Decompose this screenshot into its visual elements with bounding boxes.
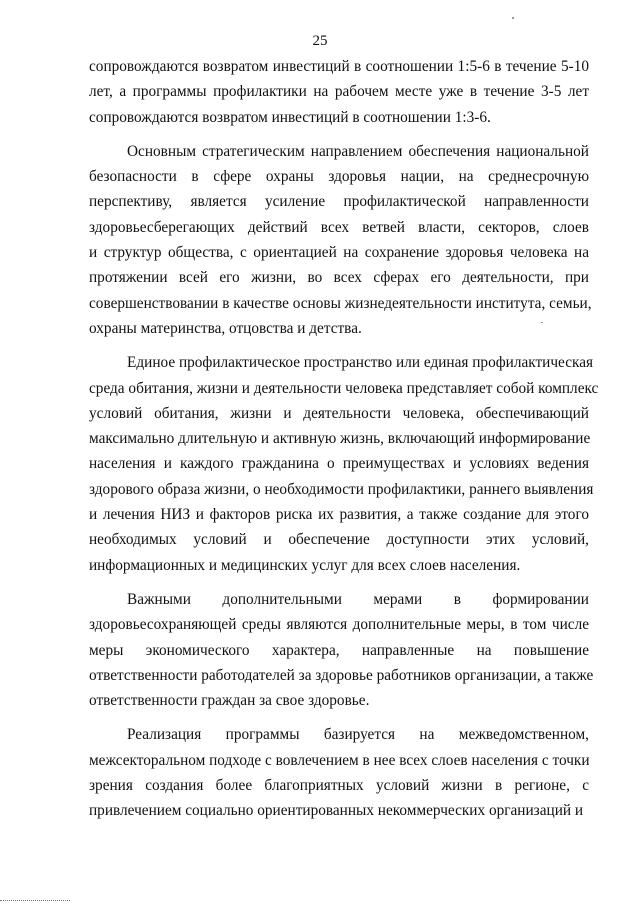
text-line: Основным стратегическим направлением обеспечения национальной — [127, 142, 589, 160]
paragraph — [89, 587, 594, 713]
text-line: Единое профилактическое пространство или единая профилактическая — [127, 354, 594, 372]
text-line: зрения создания более благоприятных условий жизни в регионе, с — [89, 777, 589, 795]
text-line: перспективу, является усиление профилактической направленности — [89, 193, 589, 211]
text-line: сопровождаются возвратом инвестиций в соотношении 1:3-6. — [89, 108, 491, 126]
text-line: ответственности работодателей за здоровье работников организации, а также — [89, 666, 594, 684]
text-line: и структур общества, с ориентацией на сохранение здоровья человека на — [89, 244, 589, 262]
text-line: меры экономического характера, направленные на повышение — [89, 641, 589, 659]
text-line: необходимых условий и обеспечение доступности этих условий, — [89, 531, 589, 549]
text-line: привлечением социально ориентированных некоммерческих организаций и — [89, 802, 584, 820]
text-line: здорового образа жизни, о необходимости профилактики, раннего выявления — [89, 480, 594, 498]
text-line: условий обитания, жизни и деятельности человека, обеспечивающий — [89, 404, 589, 422]
text-line: безопасности в сфере охраны здоровья нации, на среднесрочную — [89, 168, 589, 186]
text-line: сопровождаются возвратом инвестиций в соотношении 1:5-6 в течение 5-10 — [89, 58, 589, 75]
text-line: населения и каждого гражданина о преимуществах и условиях ведения — [89, 455, 589, 473]
text-line: ответственности граждан за свое здоровье. — [89, 692, 370, 710]
text-line: и лечения НИЗ и факторов риска их развития, а также создание для этого — [89, 506, 589, 524]
scan-speck — [541, 322, 543, 323]
document-body — [89, 54, 599, 824]
text-line: среда обитания, жизни и деятельности человека представляет собой комплекс — [89, 379, 599, 397]
text-line: лет, а программы профилактики на рабочем месте уже в течение 3-5 лет — [89, 83, 589, 101]
text-line: Важными дополнительными мерами в формировании — [127, 590, 589, 608]
text-line: здоровьесберегающих действий всех ветвей власти, секторов, слоев — [89, 218, 589, 236]
page-number: 25 — [312, 33, 328, 49]
text-line: совершенствовании в качестве основы жизнедеятельности института, семьи, — [89, 294, 592, 312]
paragraph — [89, 350, 599, 578]
paragraph — [89, 722, 589, 823]
text-line: Реализация программы базируется на межведомственном, — [127, 726, 589, 744]
scan-edge-mark — [0, 900, 70, 905]
scan-speck — [512, 17, 514, 19]
text-line: охраны материнства, отцовства и детства. — [89, 319, 362, 337]
text-line: информационных и медицинских услуг для всех слоев населения. — [89, 556, 521, 574]
paragraph — [89, 139, 592, 341]
paragraph — [89, 54, 589, 130]
text-line: максимально длительную и активную жизнь, включающий информирование — [89, 430, 591, 448]
text-line: межсекторальном подходе с вовлечением в нее всех слоев населения с точки — [89, 751, 590, 769]
text-line: протяжении всей его жизни, во всех сферах его деятельности, при — [89, 269, 589, 287]
text-line: здоровьесохраняющей среды являются дополнительные меры, в том числе — [89, 616, 589, 634]
